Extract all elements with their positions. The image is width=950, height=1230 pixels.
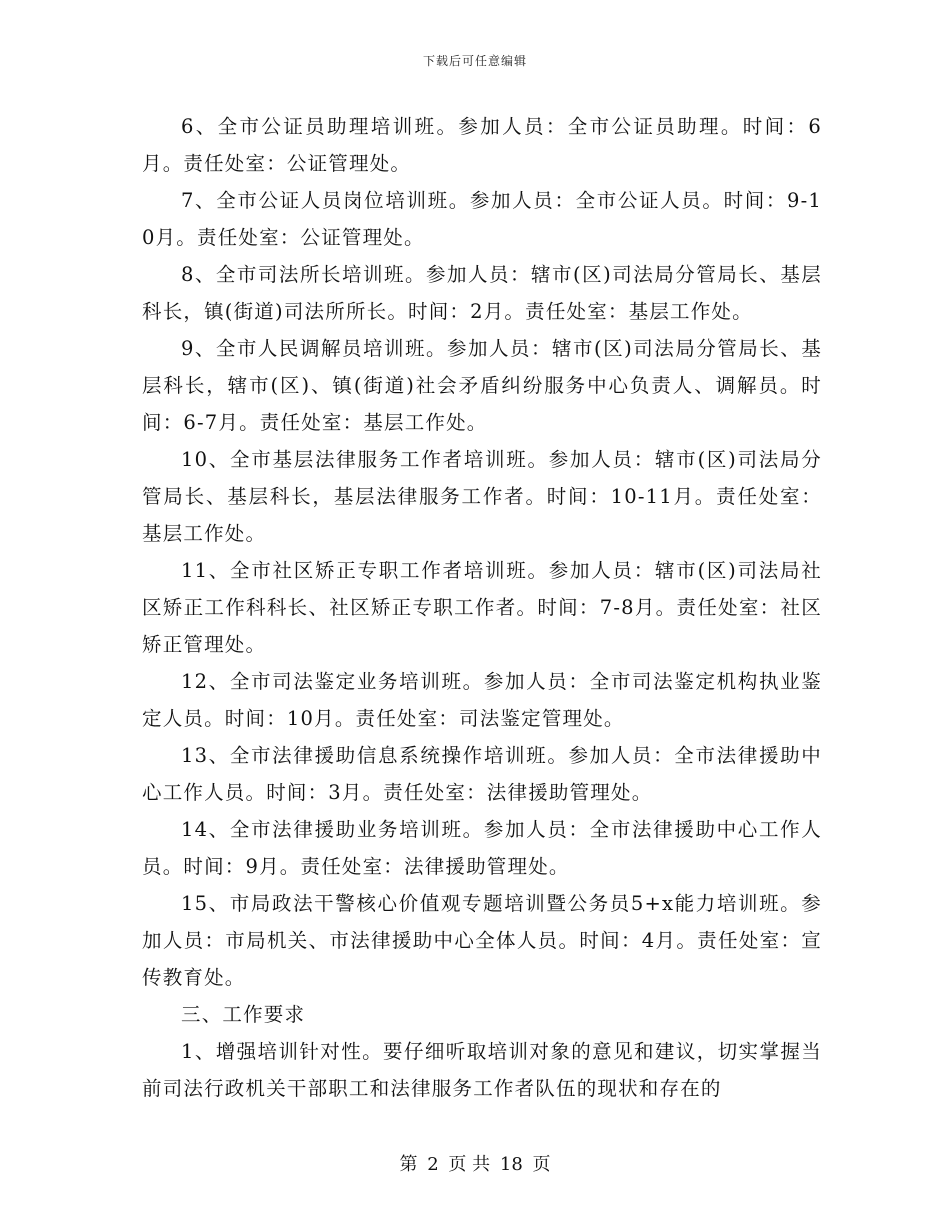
paragraph-item-15: 15、市局政法干警核心价值观专题培训暨公务员5+x能力培训班。参加人员：市局机关、市法律援助中心全体人员。时间：4月。责任处室：宣传教育处。 (142, 892, 822, 989)
paragraph-item-7: 7、全市公证人员岗位培训班。参加人员：全市公证人员。时间：9-10月。责任处室：公证管理处。 (142, 189, 822, 249)
paragraph-requirement-1: 1、增强培训针对性。要仔细听取培训对象的意见和建议，切实掌握当前司法行政机关干部职工和法律服务工作者队伍的现状和存在的 (142, 1040, 822, 1100)
page-header-note: 下载后可任意编辑 (422, 54, 527, 68)
document-body (142, 108, 822, 1107)
paragraph-item-10: 10、全市基层法律服务工作者培训班。参加人员：辖市(区)司法局分管局长、基层科长，基层法律服务工作者。时间：10-11月。责任处室：基层工作处。 (142, 448, 822, 545)
paragraph-item-12: 12、全市司法鉴定业务培训班。参加人员：全市司法鉴定机构执业鉴定人员。时间：10月。责任处室：司法鉴定管理处。 (142, 670, 822, 730)
footer-page-number: 2 (427, 1154, 439, 1175)
paragraph-item-14: 14、全市法律援助业务培训班。参加人员：全市法律援助中心工作人员。时间：9月。责任处室：法律援助管理处。 (142, 818, 822, 878)
footer-total-pages: 18 (499, 1154, 523, 1175)
paragraph-item-6: 6、全市公证员助理培训班。参加人员：全市公证员助理。时间：6月。责任处室：公证管理处。 (142, 115, 822, 175)
footer-prefix: 第 (399, 1154, 418, 1175)
paragraph-item-8: 8、全市司法所长培训班。参加人员：辖市(区)司法局分管局长、基层科长，镇(街道)司法所所长。时间：2月。责任处室：基层工作处。 (142, 263, 822, 323)
footer-suffix: 页 (532, 1154, 551, 1175)
paragraph-item-13: 13、全市法律援助信息系统操作培训班。参加人员：全市法律援助中心工作人员。时间：3月。责任处室：法律援助管理处。 (142, 744, 822, 804)
paragraph-item-9: 9、全市人民调解员培训班。参加人员：辖市(区)司法局分管局长、基层科长，辖市(区)、镇(街道)社会矛盾纠纷服务中心负责人、调解员。时间：6-7月。责任处室：基层工作处。 (142, 337, 822, 434)
footer-middle: 页 共 (448, 1154, 491, 1175)
page-footer (0, 1150, 950, 1176)
section-heading: 三、工作要求 (181, 1003, 306, 1026)
paragraph-item-11: 11、全市社区矫正专职工作者培训班。参加人员：辖市(区)司法局社区矫正工作科科长、社区矫正专职工作者。时间：7-8月。责任处室：社区矫正管理处。 (142, 559, 822, 656)
